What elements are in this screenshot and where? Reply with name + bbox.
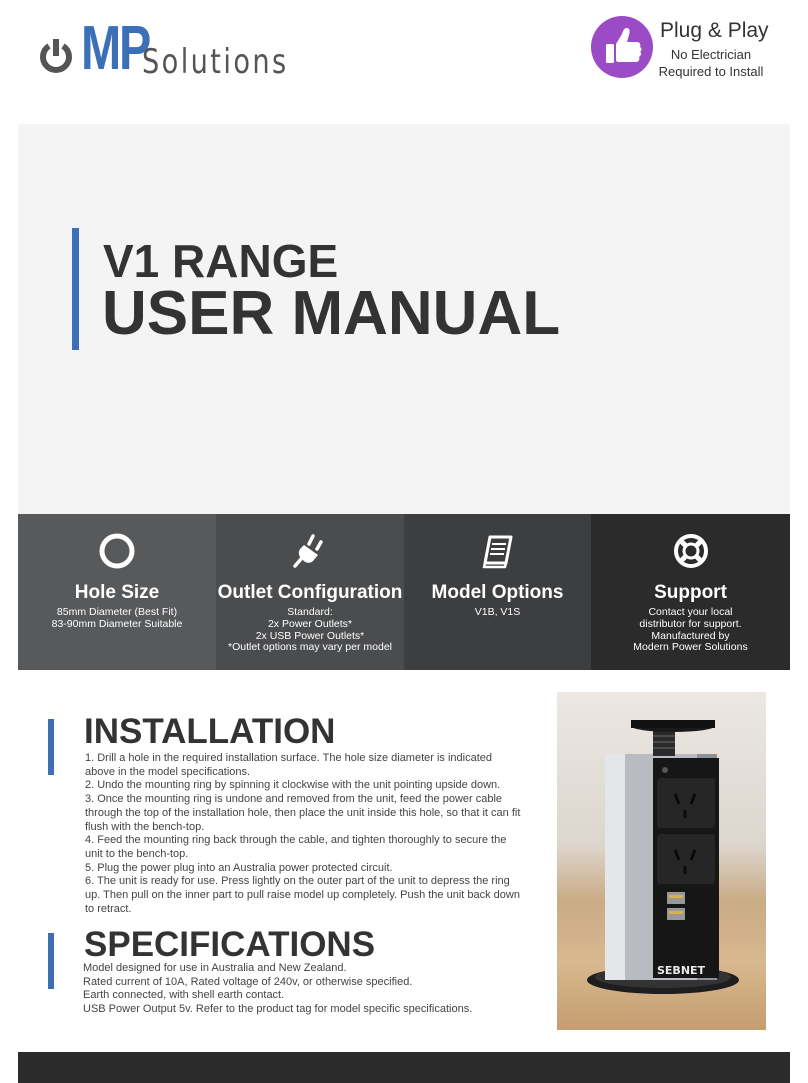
panel-line: 83-90mm Diameter Suitable [51,617,183,630]
lifebuoy-icon [672,532,710,570]
panel-line: 2x USB Power Outlets* [255,629,365,642]
logo-mp-text: MP [81,14,149,83]
product-brand-label: SEBNET [657,964,706,977]
panel-body [591,607,790,654]
specification-line: Rated current of 10A, Rated voltage of 240v, or otherwise specified. [83,975,413,988]
logo-solutions-text: Solutions [142,42,289,82]
panel-line: 85mm Diameter (Best Fit) [56,606,178,618]
panel-line: V1B, V1S [474,606,521,618]
thumbs-up-icon [591,16,653,78]
panel-line: Manufactured by [651,629,730,642]
hero-banner [18,124,790,514]
panel-body [216,607,404,654]
badge-subtitle [656,46,766,80]
power-icon [38,38,74,74]
plug-icon [291,532,329,570]
panel-title: Model Options [431,582,564,603]
panel-title: Outlet Configuration [217,582,403,603]
power-tower-illustration [557,692,766,1030]
installation-step: 6. The unit is ready for use. Press lightly on the outer part of the unit to depress the ring up. Then pull on the inner part to pull raise model up completely. Push the unit back down to retract. [85,875,520,915]
specifications-accent-bar [48,933,54,989]
installation-step: 4. Feed the mounting ring back through the cable, and tighten thoroughly to secure the unit to the bench-top. [85,834,507,860]
panel-line: Contact your local [648,606,733,618]
plug-and-play-badge [591,16,653,78]
hero-subtitle: V1 RANGE [103,235,339,287]
badge-subtitle-line: Required to Install [658,64,764,79]
installation-accent-bar [48,719,54,775]
installation-step: 2. Undo the mounting ring by spinning it clockwise with the unit pointing upside down. [85,779,501,792]
panel-line: Modern Power Solutions [633,641,748,654]
product-photo [557,692,766,1030]
panel-line: *Outlet options may vary per model [228,641,392,654]
panel-line: distributor for support. [639,617,742,630]
panel-line: 2x Power Outlets* [267,617,353,630]
installation-step: 5. Plug the power plug into an Australia power protected circuit. [85,861,393,874]
specifications-list [83,962,523,1016]
installation-steps [85,752,525,916]
feature-panels [18,514,790,670]
footer-bar [18,1052,790,1083]
panel-title: Hole Size [74,582,160,603]
ring-icon [98,532,136,570]
panel-title: Support [654,582,727,603]
panel-model-options [404,514,591,670]
panel-hole-size [18,514,216,670]
specification-line: Earth connected, with shell earth contact. [83,989,285,1002]
installation-step: 3. Once the mounting ring is undone and removed from the unit, feed the power cable through the top of the installation hole, then place the unit inside this hole, so that it can fit flush with the bench-top. [85,793,521,833]
hero-title: USER MANUAL [102,279,561,348]
specification-line: Model designed for use in Australia and New Zealand. [83,962,347,974]
panel-body [404,607,591,619]
panel-outlet-configuration [216,514,404,670]
book-icon [479,532,517,570]
badge-title: Plug & Play [660,19,769,42]
installation-step: 1. Drill a hole in the required installation surface. The hole size diameter is indicated above in the model specifications. [85,752,493,778]
installation-heading: INSTALLATION [84,712,336,751]
panel-body [18,607,216,631]
badge-subtitle-line: No Electrician [670,47,752,62]
hero-accent-bar [72,228,79,350]
panel-support [591,514,790,670]
company-logo [38,14,308,83]
panel-line: Standard: [287,606,333,618]
specifications-heading: SPECIFICATIONS [84,925,376,964]
specification-line: USB Power Output 5v. Refer to the product tag for model specific specifications. [83,1002,473,1015]
